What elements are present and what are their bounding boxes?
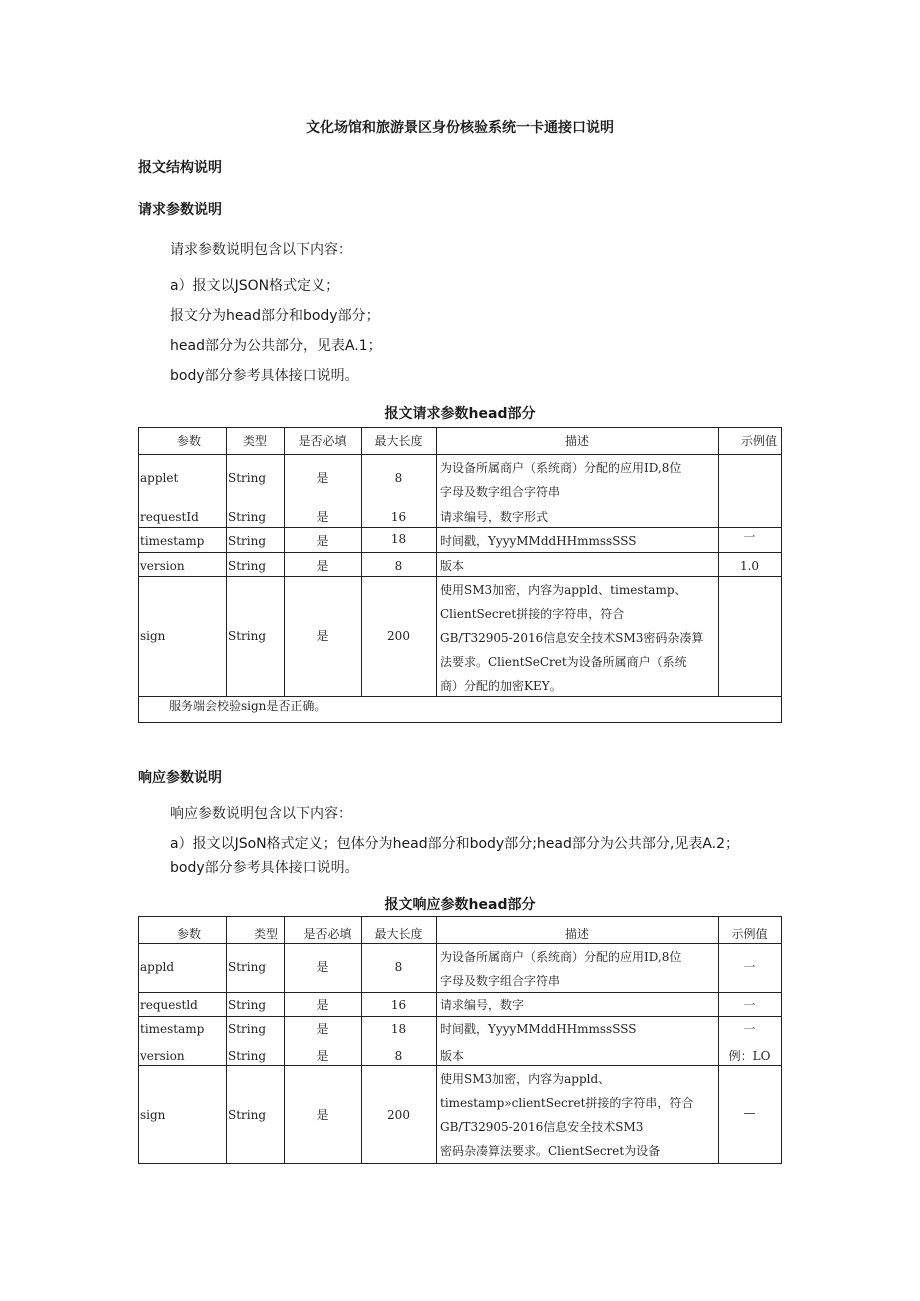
t1-r1-desc: 请求编号，数字形式 — [440, 510, 549, 524]
t2-r3-desc: 版本 — [440, 1049, 465, 1063]
t1-r1-type: String — [228, 510, 267, 524]
request-intro: 请求参数说明包含以下内容： — [170, 242, 352, 258]
response-line-b: body部分参考具体接口说明。 — [170, 860, 359, 876]
t2-r3-required: 是 — [316, 1049, 329, 1063]
t1-r2-required: 是 — [316, 534, 329, 548]
t2-r0-example: 一 — [743, 960, 756, 974]
t1-r4-maxlen: 200 — [387, 629, 410, 643]
t1-r3-desc: 版本 — [440, 559, 465, 573]
t1-note: 服务端会校验sign是否正确。 — [169, 699, 327, 713]
t2-header-maxlen: 最大长度 — [374, 927, 423, 941]
t2-r2-example: 一 — [743, 1022, 756, 1036]
t1-r2-maxlen: 18 — [390, 532, 407, 546]
t2-r1-desc: 请求编号，数字 — [440, 998, 525, 1012]
t2-r2-type: String — [228, 1022, 267, 1036]
request-line-a: a）报文以JSON格式定义； — [170, 278, 340, 294]
t1-r1-param: requestId — [140, 510, 199, 524]
t1-r4-required: 是 — [316, 629, 329, 643]
t2-r4-maxlen: 200 — [387, 1108, 410, 1122]
t1-r4-desc: 使用SM3加密，内容为appld、timestamp、 ClientSecret拼接的字符串，符合 GB/T32905-2016信息安全技术SM3密码杂凑算 法要求。ClientSeCret为设备所属商户（系统 商）分配的加密KEY。 — [440, 583, 704, 693]
section-heading-request: 请求参数说明 — [138, 202, 222, 218]
t1-header-maxlen: 最大长度 — [374, 434, 423, 448]
t1-r0-desc: 为设备所属商户（系统商）分配的应用ID,8位 字母及数字组合字符串 — [440, 461, 682, 499]
t1-r2-param: timestamp — [140, 534, 205, 548]
t1-r1-required: 是 — [316, 510, 329, 524]
request-line-c: head部分为公共部分，见表A.1； — [170, 338, 382, 354]
t2-header-desc: 描述 — [564, 927, 589, 941]
t1-r0-type: String — [228, 471, 267, 485]
section-heading-structure: 报文结构说明 — [138, 160, 222, 176]
t1-header-desc: 描述 — [564, 434, 589, 448]
request-head-table — [138, 427, 782, 723]
t2-r1-example: 一 — [743, 998, 756, 1012]
response-head-table — [138, 916, 782, 1164]
t2-header-param: 参数 — [176, 927, 201, 941]
t2-r0-type: String — [228, 960, 267, 974]
t2-r3-maxlen: 8 — [394, 1049, 403, 1063]
t1-header-type: 类型 — [242, 434, 267, 448]
t2-r1-maxlen: 16 — [390, 998, 407, 1012]
t1-r4-type: String — [228, 629, 267, 643]
t2-r1-param: requestld — [140, 998, 198, 1012]
t2-r3-example: 例：LO — [728, 1049, 771, 1063]
t2-r3-param: version — [140, 1049, 185, 1063]
t1-r3-param: version — [140, 559, 185, 573]
response-line-a: a）报文以JSoN格式定义；包体分为head部分和body部分;head部分为公共部分,见表A.2； — [170, 836, 740, 852]
t2-r4-required: 是 — [316, 1108, 329, 1122]
t2-r1-type: String — [228, 998, 267, 1012]
t2-r1-required: 是 — [316, 998, 329, 1012]
t2-header-required: 是否必填 — [303, 927, 352, 941]
t2-r4-type: String — [228, 1108, 267, 1122]
table2-caption: 报文响应参数head部分 — [384, 897, 536, 913]
t2-r3-type: String — [228, 1049, 267, 1063]
request-line-d: body部分参考具体接口说明。 — [170, 368, 359, 384]
t2-r0-maxlen: 8 — [394, 960, 403, 974]
t1-r3-maxlen: 8 — [394, 559, 403, 573]
t2-r2-desc: 时间戳，YyyyMMddHHmmssSSS — [440, 1022, 637, 1036]
response-intro: 响应参数说明包含以下内容： — [170, 806, 352, 822]
t2-r0-param: appld — [140, 960, 175, 974]
t1-r3-example: 1.0 — [739, 559, 760, 573]
t1-r0-param: applet — [140, 471, 179, 485]
t1-r3-type: String — [228, 559, 267, 573]
request-line-b: 报文分为head部分和body部分； — [170, 308, 380, 324]
t2-header-example: 示例值 — [731, 927, 768, 941]
t1-r3-required: 是 — [316, 559, 329, 573]
t1-r0-maxlen: 8 — [394, 471, 403, 485]
t1-header-example: 示例值 — [740, 434, 777, 448]
t2-r0-desc: 为设备所属商户（系统商）分配的应用ID,8位 字母及数字组合字符串 — [440, 950, 682, 988]
t2-r0-required: 是 — [316, 960, 329, 974]
section-heading-response: 响应参数说明 — [138, 770, 222, 786]
t2-r2-param: timestamp — [140, 1022, 205, 1036]
page-title: 文化场馆和旅游景区身份核验系统一卡通接口说明 — [306, 120, 614, 136]
table1-caption: 报文请求参数head部分 — [384, 406, 536, 422]
t2-r2-maxlen: 18 — [390, 1022, 407, 1036]
t2-r4-example: — — [743, 1106, 756, 1120]
t2-r4-param: sign — [140, 1108, 166, 1122]
t2-header-type: 类型 — [253, 927, 278, 941]
t1-r0-required: 是 — [316, 471, 329, 485]
t2-r2-required: 是 — [316, 1022, 329, 1036]
t1-header-required: 是否必填 — [298, 434, 347, 448]
t1-r1-maxlen: 16 — [390, 510, 407, 524]
t1-header-param: 参数 — [176, 434, 201, 448]
t1-r2-desc: 时间戳，YyyyMMddHHmmssSSS — [440, 534, 637, 548]
t1-r2-example: 一 — [743, 530, 756, 544]
t1-r4-param: sign — [140, 629, 166, 643]
t2-r4-desc: 使用SM3加密，内容为appld、 timestamp»clientSecret拼接的字符串，符合 GB/T32905-2016信息安全技术SM3 密码杂凑算法要求。ClientSecret为设备 — [440, 1072, 694, 1158]
t1-r2-type: String — [228, 534, 267, 548]
